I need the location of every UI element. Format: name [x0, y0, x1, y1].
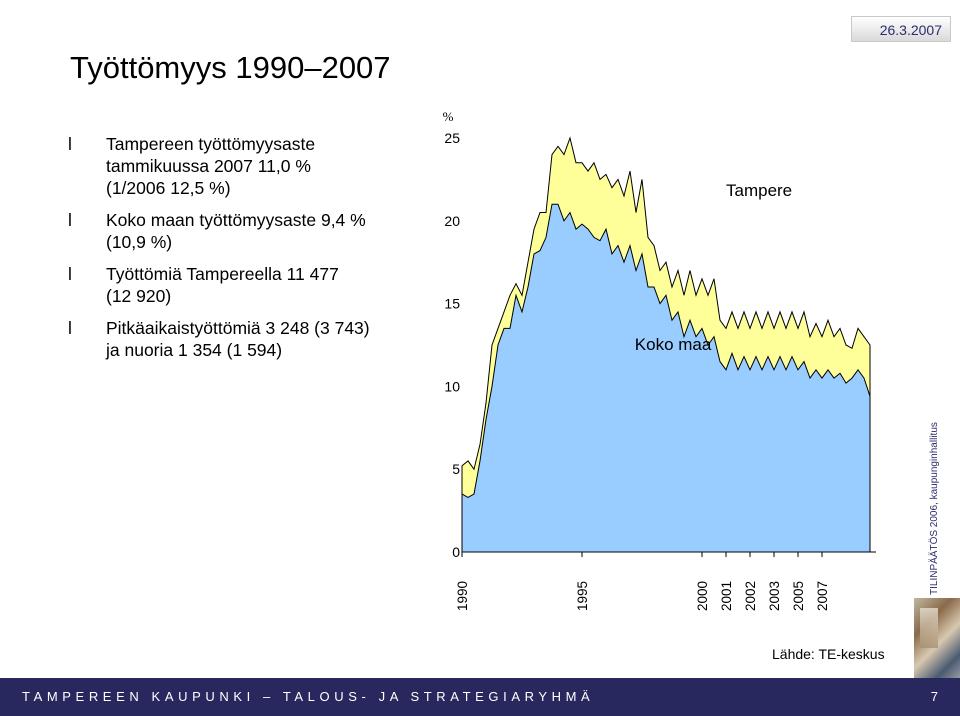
city-photo: [914, 598, 960, 680]
source-note: Lähde: TE-keskus: [772, 646, 885, 662]
x-tick-label: 1995: [575, 580, 590, 612]
bullet-marker: l: [68, 210, 72, 230]
y-tick-label: 20: [444, 212, 460, 229]
bullet-text: Työttömiä Tampereella 11 477 (12 920): [106, 264, 339, 306]
y-tick-label: 15: [444, 295, 460, 312]
footer-bar: [0, 678, 960, 716]
footer-text: TAMPEREEN KAUPUNKI – TALOUS- JA STRATEGIARYHMÄ: [22, 689, 595, 704]
y-axis-label: %: [442, 109, 454, 124]
x-tick-label: 2005: [791, 580, 806, 612]
bullet-text: Pitkäaikaistyöttömiä 3 248 (3 743) ja nuoria 1 354 (1 594): [106, 318, 370, 360]
bullet-marker: l: [68, 318, 72, 338]
y-tick-label: 10: [444, 378, 460, 395]
x-tick-label: 2003: [767, 580, 782, 612]
x-tick-label: 2001: [719, 580, 734, 612]
y-tick-label: 5: [452, 461, 460, 478]
x-tick-label: 1990: [455, 580, 470, 612]
page-number: 7: [930, 689, 938, 704]
bullet-marker: l: [68, 134, 72, 154]
bullet-text: Koko maan työttömyysaste 9,4 % (10,9 %): [106, 210, 366, 252]
series-area-koko-maa: [462, 204, 870, 552]
bullet-marker: l: [68, 264, 72, 284]
x-tick-label: 2007: [815, 580, 830, 612]
side-strip: [914, 370, 960, 680]
y-tick-label: 25: [444, 130, 460, 146]
page-title: Työttömyys 1990–2007: [70, 50, 391, 85]
x-tick-label: 2000: [695, 580, 710, 612]
y-tick-label: 0: [452, 544, 460, 560]
date-badge: 26.3.2007: [851, 16, 951, 42]
side-caption: TILINPÄÄTÖS 2006, kaupunginhallitus: [929, 422, 940, 595]
bullet-text: Tampereen työttömyysaste tammikuussa 2007 11,0 % (1/2006 12,5 %): [106, 134, 316, 198]
annotation-koko-maa: Koko maa: [634, 334, 712, 354]
annotation-tampere: Tampere: [726, 180, 793, 200]
x-tick-label: 2002: [743, 580, 758, 612]
